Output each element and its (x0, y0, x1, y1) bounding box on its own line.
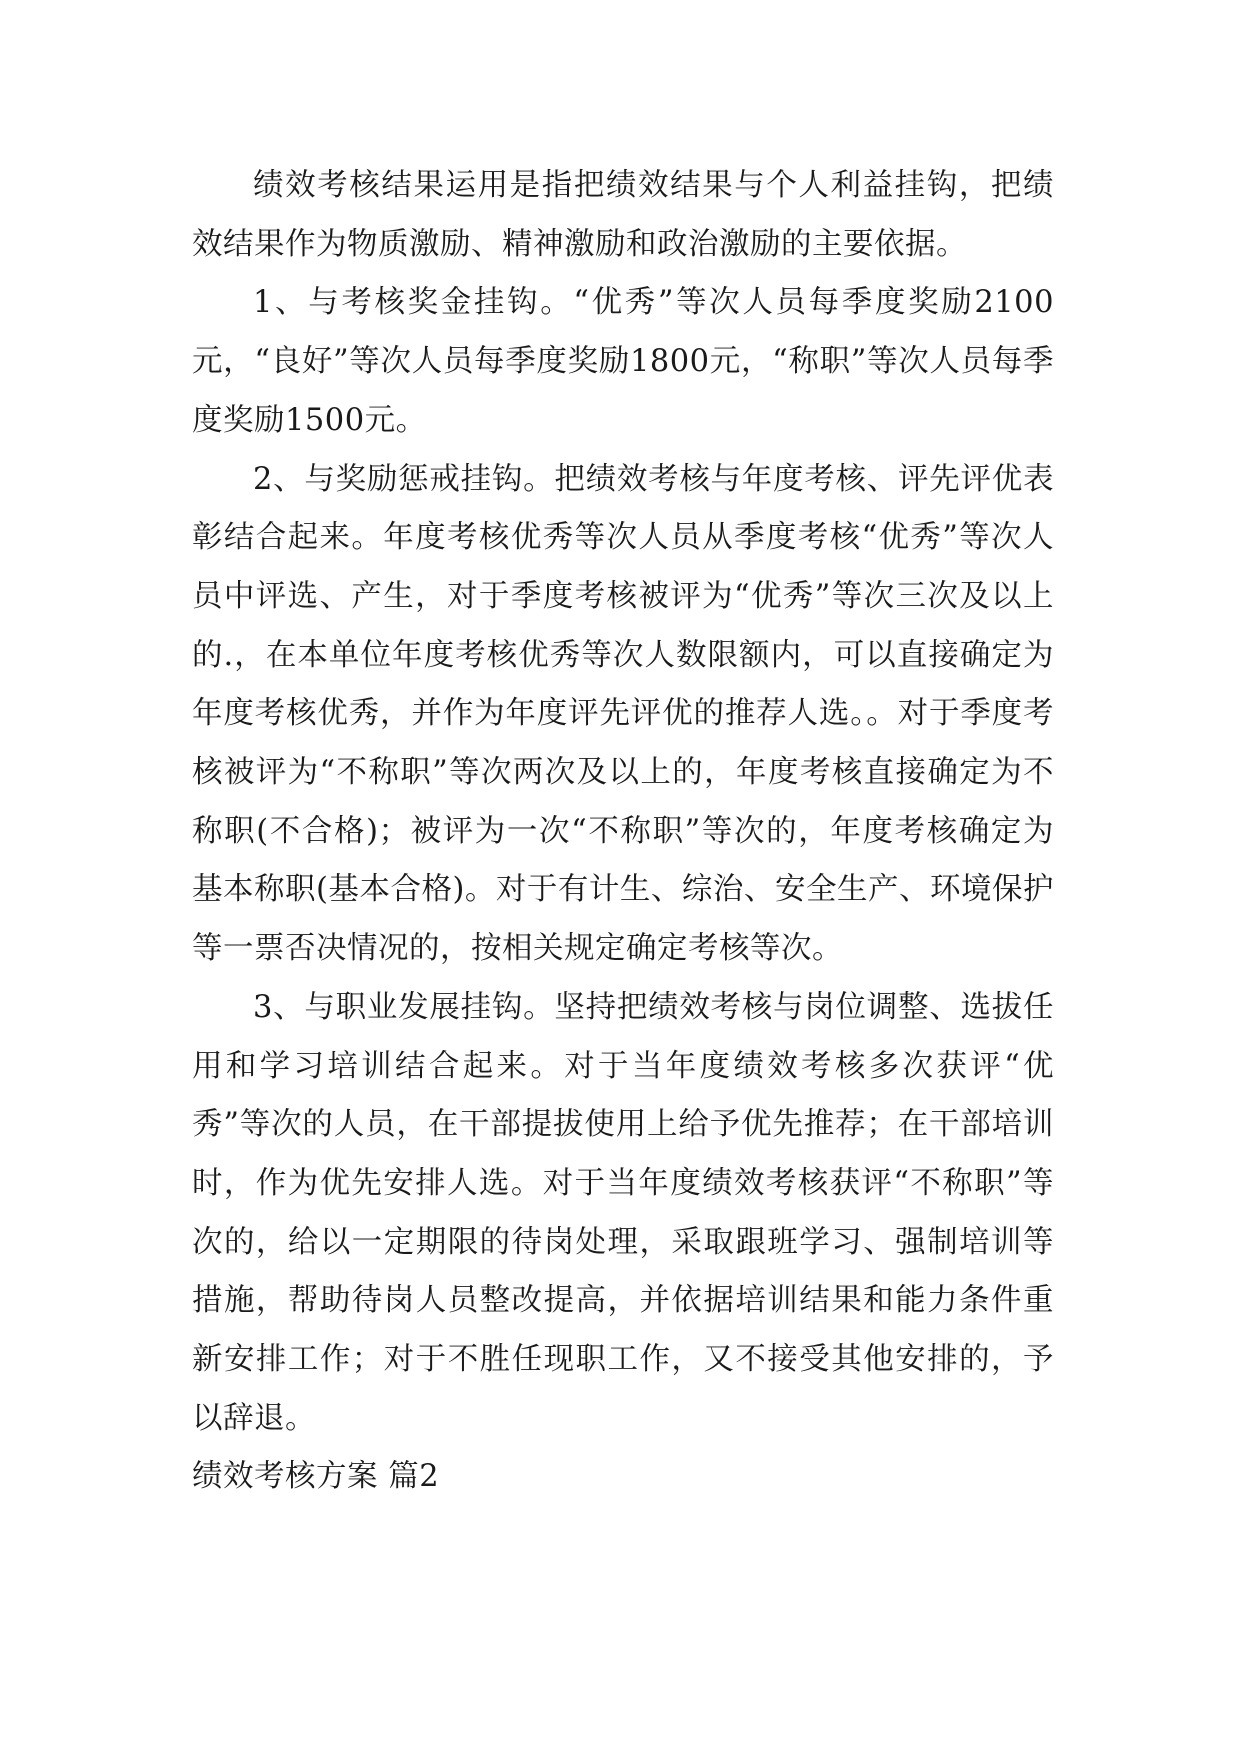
section-title: 绩效考核方案 篇2 (192, 1459, 440, 1495)
paragraph-bonus: 1、与考核奖金挂钩。“优秀”等次人员每季度奖励2100元，“良好”等次人员每季度奖励1800元，“称职”等次人员每季度奖励1500元。 (192, 285, 1054, 438)
paragraph-intro: 绩效考核结果运用是指把绩效结果与个人利益挂钩，把绩效结果作为物质激励、精神激励和政治激励的主要依据。 (192, 168, 1054, 262)
paragraph-career-development: 3、与职业发展挂钩。坚持把绩效考核与岗位调整、选拔任用和学习培训结合起来。对于当年度绩效考核多次获评“优秀”等次的人员，在干部提拔使用上给予优先推荐；在干部培训时，作为优先安排人选。对于当年度绩效考核获评“不称职”等次的，给以一定期限的待岗处理，采取跟班学习、强制培训等措施，帮助待岗人员整改提高，并依据培训结果和能力条件重新安排工作；对于不胜任现职工作，又不接受其他安排的，予以辞退。 (192, 989, 1054, 1436)
paragraph-rewards-penalties: 2、与奖励惩戒挂钩。把绩效考核与年度考核、评先评优表彰结合起来。年度考核优秀等次人员从季度考核“优秀”等次人员中评选、产生，对于季度考核被评为“优秀”等次三次及以上的.，在本单位年度考核优秀等次人数限额内，可以直接确定为年度考核优秀，并作为年度评先评优的推荐人选。。对于季度考核被评为“不称职”等次两次及以上的，年度考核直接确定为不称职(不合格)；被评为一次“不称职”等次的，年度考核确定为基本称职(基本合格)。对于有计生、综治、安全生产、环境保护等一票否决情况的，按相关规定确定考核等次。 (192, 461, 1054, 967)
body-text (192, 157, 1054, 1507)
